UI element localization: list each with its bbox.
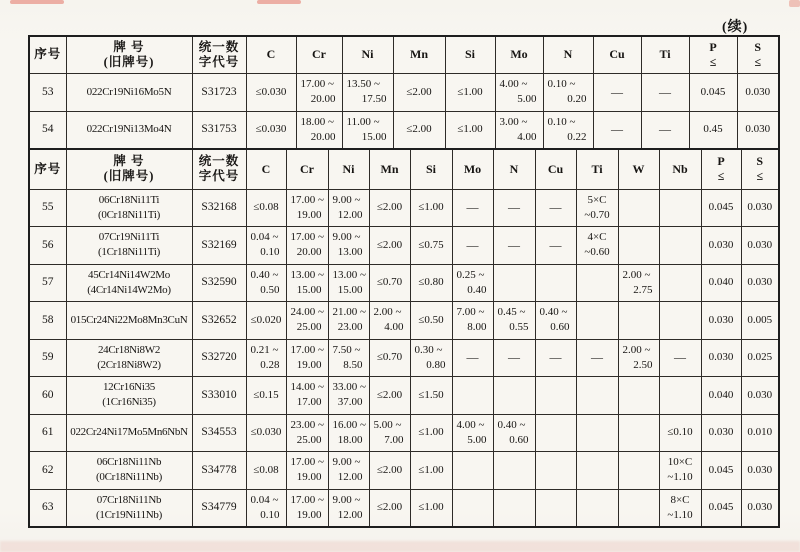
cell-grade: 022Cr19Ni13Mo4N: [66, 111, 192, 149]
cell-Ti: 4×C ~0.60: [576, 227, 618, 265]
cell-Ti: [576, 264, 618, 302]
header-cell-S: S ≤: [741, 149, 779, 189]
header-cell-P: P ≤: [689, 36, 737, 73]
cell-Mn: ≤2.00: [369, 227, 410, 265]
header-cell-C: C: [246, 149, 286, 189]
header-cell-Ni: Ni: [328, 149, 369, 189]
cell-P: 0.030: [701, 414, 741, 452]
cell-Ti: [576, 452, 618, 490]
cell-C: 0.40 ~ 0.50: [246, 264, 286, 302]
header-cell-Cr: Cr: [296, 36, 342, 73]
cell-N: —: [493, 189, 535, 227]
cell-Ni: 9.00 ~ 12.00: [328, 189, 369, 227]
cell-grade: 12Cr16Ni35 (1Cr16Ni35): [66, 377, 192, 415]
header-row: [29, 36, 779, 73]
cell-Si: ≤1.00: [410, 452, 452, 490]
cell-S: 0.030: [741, 489, 779, 527]
cell-S: 0.030: [737, 111, 779, 149]
cell-Si: ≤0.50: [410, 302, 452, 340]
cell-Cu: 0.40 ~ 0.60: [535, 302, 576, 340]
cell-index: 61: [29, 414, 66, 452]
cell-Mo: 7.00 ~ 8.00: [452, 302, 493, 340]
cell-W: [618, 227, 659, 265]
cell-Mn: ≤0.70: [369, 339, 410, 377]
cell-uns: S32652: [192, 302, 246, 340]
cell-Si: ≤0.80: [410, 264, 452, 302]
cell-N: [493, 452, 535, 490]
cell-Mn: 2.00 ~ 4.00: [369, 302, 410, 340]
table-row: [29, 189, 779, 227]
cell-Ti: [576, 302, 618, 340]
cell-S: 0.030: [741, 377, 779, 415]
cell-uns: S33010: [192, 377, 246, 415]
cell-index: 57: [29, 264, 66, 302]
cell-Mo: —: [452, 189, 493, 227]
cell-Cr: 18.00 ~ 20.00: [296, 111, 342, 149]
cell-N: 0.10 ~ 0.20: [543, 73, 593, 111]
header-cell-Mn: Mn: [369, 149, 410, 189]
cell-Mo: 4.00 ~ 5.00: [495, 73, 543, 111]
header-cell-S: S ≤: [737, 36, 779, 73]
cell-P: 0.045: [689, 73, 737, 111]
cell-Mo: —: [452, 227, 493, 265]
header-cell-Ti: Ti: [641, 36, 689, 73]
header-cell-index: 序号: [29, 149, 66, 189]
cell-grade: 24Cr18Ni8W2 (2Cr18Ni8W2): [66, 339, 192, 377]
cell-Mo: [452, 489, 493, 527]
cell-uns: S34553: [192, 414, 246, 452]
cell-Nb: [659, 189, 701, 227]
cell-N: 0.45 ~ 0.55: [493, 302, 535, 340]
cell-grade: 022Cr24Ni17Mo5Mn6NbN: [66, 414, 192, 452]
cell-Si: ≤1.00: [410, 489, 452, 527]
cell-C: 0.04 ~ 0.10: [246, 227, 286, 265]
header-cell-Si: Si: [445, 36, 495, 73]
table-row: [29, 73, 779, 111]
cell-Ti: —: [641, 73, 689, 111]
cell-Nb: —: [659, 339, 701, 377]
scan-artifact-mark: [257, 0, 301, 4]
cell-Ni: 16.00 ~ 18.00: [328, 414, 369, 452]
cell-index: 58: [29, 302, 66, 340]
cell-S: 0.030: [741, 189, 779, 227]
table-row: [29, 339, 779, 377]
header-cell-Mo: Mo: [495, 36, 543, 73]
cell-Ti: —: [641, 111, 689, 149]
steel-composition-tables: [28, 35, 780, 528]
cell-Cu: [535, 414, 576, 452]
cell-Mo: 4.00 ~ 5.00: [452, 414, 493, 452]
cell-Mn: ≤2.00: [393, 111, 445, 149]
cell-Ni: 13.50 ~ 17.50: [342, 73, 393, 111]
cell-Si: ≤1.00: [445, 111, 495, 149]
cell-Mn: ≤2.00: [369, 189, 410, 227]
cell-P: 0.45: [689, 111, 737, 149]
header-cell-index: 序号: [29, 36, 66, 73]
cell-C: ≤0.030: [246, 414, 286, 452]
cell-S: 0.030: [741, 227, 779, 265]
table-row: [29, 111, 779, 149]
cell-Cu: [535, 264, 576, 302]
header-cell-Si: Si: [410, 149, 452, 189]
header-cell-Nb: Nb: [659, 149, 701, 189]
table-row: [29, 302, 779, 340]
composition-table-lower: [28, 148, 780, 528]
cell-Cr: 17.00 ~ 19.00: [286, 452, 328, 490]
cell-Ni: 33.00 ~ 37.00: [328, 377, 369, 415]
cell-Nb: ≤0.10: [659, 414, 701, 452]
cell-Mn: ≤2.00: [369, 377, 410, 415]
cell-uns: S32168: [192, 189, 246, 227]
cell-Cr: 17.00 ~ 20.00: [286, 227, 328, 265]
cell-Mo: [452, 452, 493, 490]
table-row: [29, 377, 779, 415]
cell-P: 0.040: [701, 264, 741, 302]
table-row: [29, 414, 779, 452]
cell-C: ≤0.030: [246, 111, 296, 149]
table-row: [29, 264, 779, 302]
cell-grade: 45Cr14Ni14W2Mo (4Cr14Ni14W2Mo): [66, 264, 192, 302]
cell-S: 0.030: [741, 264, 779, 302]
cell-P: 0.030: [701, 227, 741, 265]
cell-Cr: 24.00 ~ 25.00: [286, 302, 328, 340]
cell-Cu: —: [535, 227, 576, 265]
cell-N: —: [493, 227, 535, 265]
header-row: [29, 149, 779, 189]
cell-P: 0.030: [701, 302, 741, 340]
cell-Ti: [576, 414, 618, 452]
cell-Nb: [659, 377, 701, 415]
cell-W: [618, 377, 659, 415]
cell-W: [618, 414, 659, 452]
cell-Mn: 5.00 ~ 7.00: [369, 414, 410, 452]
cell-P: 0.045: [701, 489, 741, 527]
cell-Cu: —: [593, 73, 641, 111]
cell-uns: S31753: [192, 111, 246, 149]
cell-Cr: 23.00 ~ 25.00: [286, 414, 328, 452]
cell-W: [618, 189, 659, 227]
cell-grade: 07Cr19Ni11Ti (1Cr18Ni11Ti): [66, 227, 192, 265]
cell-Ni: 11.00 ~ 15.00: [342, 111, 393, 149]
cell-Mn: ≤0.70: [369, 264, 410, 302]
table-row: [29, 489, 779, 527]
cell-Ni: 9.00 ~ 12.00: [328, 452, 369, 490]
cell-index: 59: [29, 339, 66, 377]
header-cell-W: W: [618, 149, 659, 189]
cell-Si: ≤1.50: [410, 377, 452, 415]
cell-Cr: 13.00 ~ 15.00: [286, 264, 328, 302]
cell-index: 60: [29, 377, 66, 415]
cell-Si: ≤1.00: [410, 189, 452, 227]
cell-uns: S34778: [192, 452, 246, 490]
cell-Cu: [535, 452, 576, 490]
cell-Nb: 8×C ~1.10: [659, 489, 701, 527]
header-cell-Cu: Cu: [535, 149, 576, 189]
cell-Si: ≤1.00: [410, 414, 452, 452]
cell-Nb: [659, 264, 701, 302]
cell-P: 0.040: [701, 377, 741, 415]
scan-artifact-mark: [10, 0, 64, 4]
header-cell-Ni: Ni: [342, 36, 393, 73]
cell-Ni: 13.00 ~ 15.00: [328, 264, 369, 302]
cell-index: 54: [29, 111, 66, 149]
cell-Cr: 17.00 ~ 19.00: [286, 489, 328, 527]
continued-label: (续): [722, 20, 749, 35]
header-cell-grade: 牌 号 (旧牌号): [66, 36, 192, 73]
cell-Ni: 7.50 ~ 8.50: [328, 339, 369, 377]
cell-Ti: —: [576, 339, 618, 377]
cell-P: 0.045: [701, 189, 741, 227]
cell-Mn: ≤2.00: [369, 489, 410, 527]
cell-grade: 022Cr19Ni16Mo5N: [66, 73, 192, 111]
cell-W: [618, 452, 659, 490]
cell-Nb: 10×C ~1.10: [659, 452, 701, 490]
cell-index: 63: [29, 489, 66, 527]
cell-C: 0.04 ~ 0.10: [246, 489, 286, 527]
header-cell-uns: 统一数 字代号: [192, 36, 246, 73]
header-cell-Mn: Mn: [393, 36, 445, 73]
cell-N: [493, 264, 535, 302]
header-cell-N: N: [543, 36, 593, 73]
cell-uns: S32590: [192, 264, 246, 302]
cell-uns: S32720: [192, 339, 246, 377]
cell-Ti: [576, 377, 618, 415]
cell-Cr: 17.00 ~ 19.00: [286, 339, 328, 377]
cell-grade: 07Cr18Ni11Nb (1Cr19Ni11Nb): [66, 489, 192, 527]
table-row: [29, 452, 779, 490]
cell-N: [493, 377, 535, 415]
cell-Si: ≤0.75: [410, 227, 452, 265]
cell-S: 0.005: [741, 302, 779, 340]
header-cell-Cu: Cu: [593, 36, 641, 73]
cell-C: ≤0.08: [246, 189, 286, 227]
cell-Mo: 0.25 ~ 0.40: [452, 264, 493, 302]
scan-artifact-mark: [789, 0, 800, 7]
cell-index: 56: [29, 227, 66, 265]
cell-Cu: —: [535, 339, 576, 377]
table-row: [29, 227, 779, 265]
cell-Cu: [535, 377, 576, 415]
cell-Cu: —: [535, 189, 576, 227]
header-cell-Cr: Cr: [286, 149, 328, 189]
cell-Cr: 14.00 ~ 17.00: [286, 377, 328, 415]
cell-index: 55: [29, 189, 66, 227]
cell-Cu: [535, 489, 576, 527]
header-cell-Ti: Ti: [576, 149, 618, 189]
cell-C: ≤0.020: [246, 302, 286, 340]
cell-Cr: 17.00 ~ 19.00: [286, 189, 328, 227]
cell-W: [618, 489, 659, 527]
cell-grade: 06Cr18Ni11Nb (0Cr18Ni11Nb): [66, 452, 192, 490]
cell-grade: 06Cr18Ni11Ti (0Cr18Ni11Ti): [66, 189, 192, 227]
cell-S: 0.030: [741, 452, 779, 490]
cell-Mn: ≤2.00: [393, 73, 445, 111]
scan-artifact-smudge: [0, 541, 800, 552]
cell-Mo: [452, 377, 493, 415]
cell-Ni: 9.00 ~ 12.00: [328, 489, 369, 527]
header-cell-uns: 统一数 字代号: [192, 149, 246, 189]
cell-C: ≤0.15: [246, 377, 286, 415]
cell-N: —: [493, 339, 535, 377]
cell-N: 0.40 ~ 0.60: [493, 414, 535, 452]
cell-index: 53: [29, 73, 66, 111]
cell-C: ≤0.030: [246, 73, 296, 111]
cell-W: [618, 302, 659, 340]
header-cell-C: C: [246, 36, 296, 73]
cell-uns: S32169: [192, 227, 246, 265]
cell-Cu: —: [593, 111, 641, 149]
cell-W: 2.00 ~ 2.50: [618, 339, 659, 377]
header-cell-P: P ≤: [701, 149, 741, 189]
cell-Si: ≤1.00: [445, 73, 495, 111]
cell-P: 0.045: [701, 452, 741, 490]
cell-grade: 015Cr24Ni22Mo8Mn3CuN: [66, 302, 192, 340]
cell-Si: 0.30 ~ 0.80: [410, 339, 452, 377]
cell-uns: S34779: [192, 489, 246, 527]
cell-N: 0.10 ~ 0.22: [543, 111, 593, 149]
cell-Mn: ≤2.00: [369, 452, 410, 490]
cell-Cr: 17.00 ~ 20.00: [296, 73, 342, 111]
cell-Mo: 3.00 ~ 4.00: [495, 111, 543, 149]
cell-Nb: [659, 302, 701, 340]
cell-Ni: 21.00 ~ 23.00: [328, 302, 369, 340]
cell-uns: S31723: [192, 73, 246, 111]
cell-Ni: 9.00 ~ 13.00: [328, 227, 369, 265]
header-cell-grade: 牌 号 (旧牌号): [66, 149, 192, 189]
cell-Nb: [659, 227, 701, 265]
cell-Ti: [576, 489, 618, 527]
header-cell-Mo: Mo: [452, 149, 493, 189]
cell-index: 62: [29, 452, 66, 490]
cell-Ti: 5×C ~0.70: [576, 189, 618, 227]
cell-S: 0.030: [737, 73, 779, 111]
cell-S: 0.025: [741, 339, 779, 377]
cell-S: 0.010: [741, 414, 779, 452]
cell-C: ≤0.08: [246, 452, 286, 490]
cell-P: 0.030: [701, 339, 741, 377]
composition-table-upper: [28, 35, 780, 150]
cell-C: 0.21 ~ 0.28: [246, 339, 286, 377]
cell-Mo: —: [452, 339, 493, 377]
cell-W: 2.00 ~ 2.75: [618, 264, 659, 302]
cell-N: [493, 489, 535, 527]
header-cell-N: N: [493, 149, 535, 189]
